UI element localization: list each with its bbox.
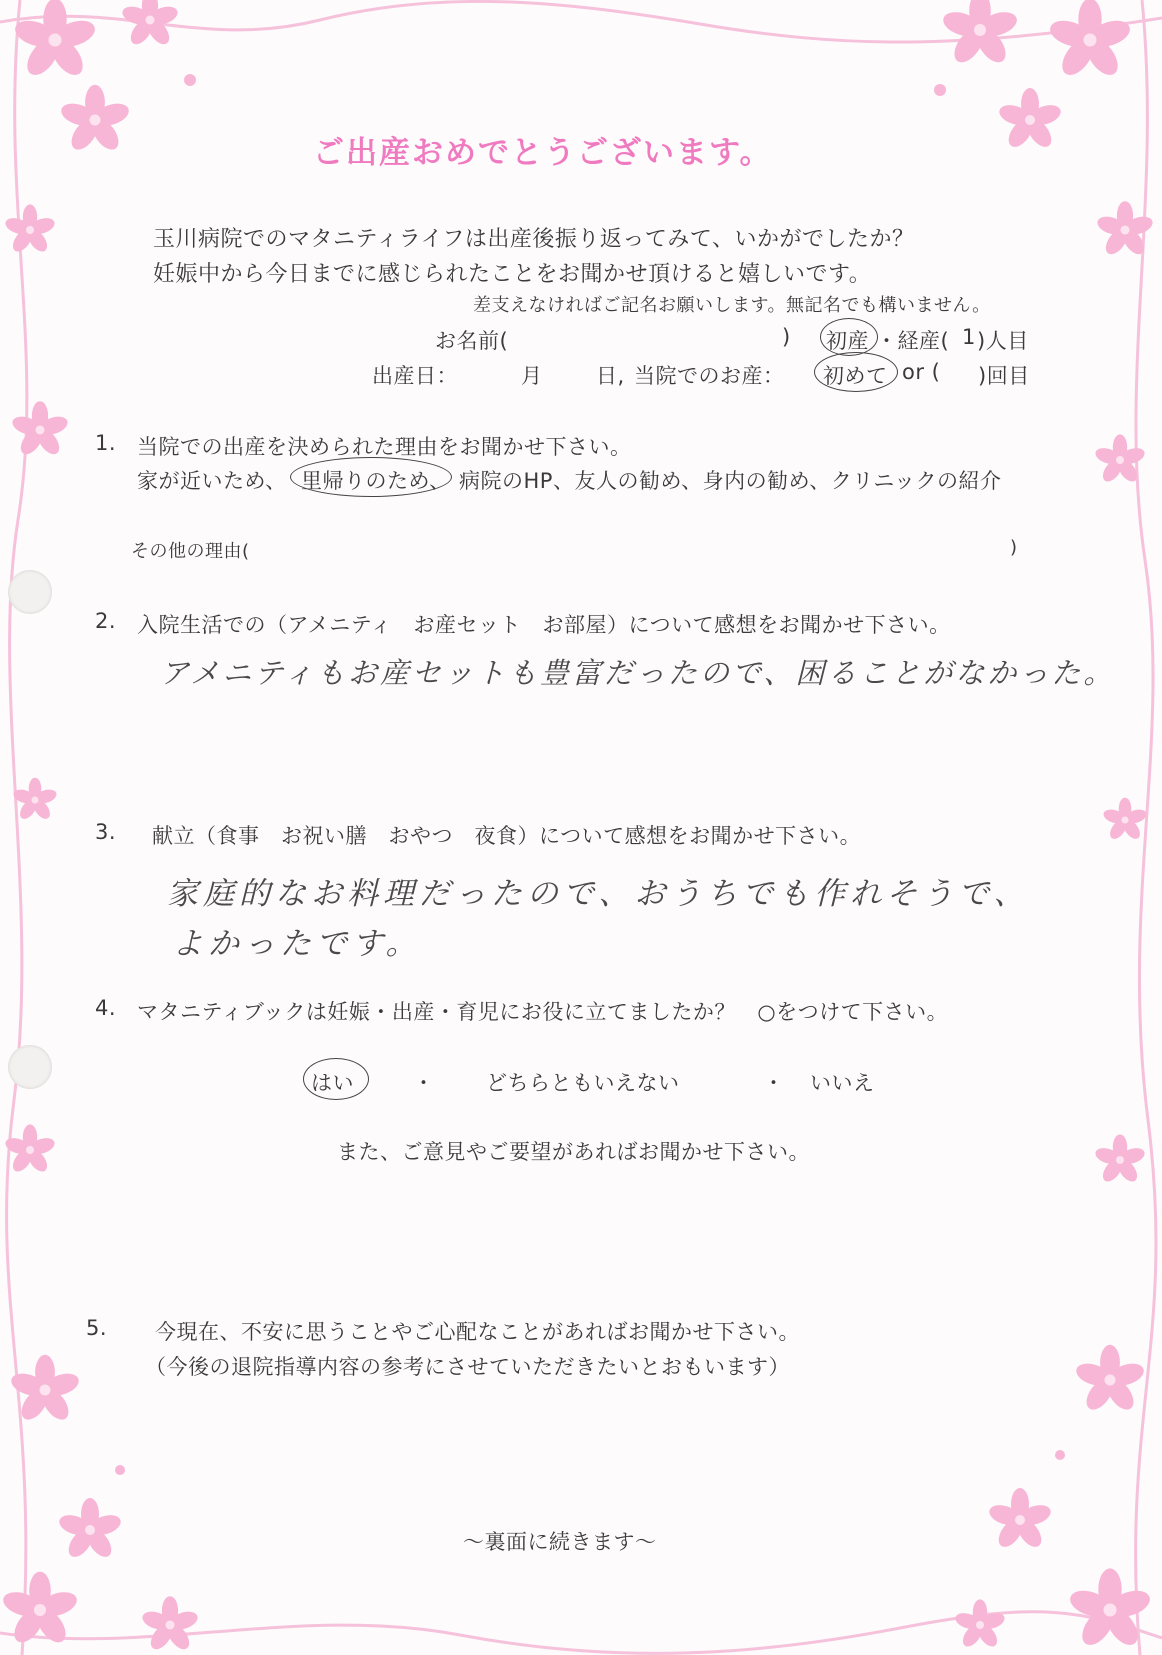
parity-sep: ・経産(: [876, 329, 950, 353]
birth-month: 月: [521, 364, 543, 388]
first-time-option[interactable]: 初めて: [823, 364, 888, 388]
parity-count: 1: [962, 325, 976, 349]
q4-dot-1: ・: [413, 1071, 435, 1095]
q4-text: マタニティブックは妊娠・出産・育児にお役に立てましたか？ ○をつけて下さい。: [137, 1000, 949, 1024]
q4-option-no[interactable]: いいえ: [810, 1071, 875, 1095]
or-label: or (: [902, 360, 941, 384]
birth-date-label: 出産日：: [372, 364, 458, 388]
q3-number: 3.: [95, 820, 117, 844]
parity-first-circle: [820, 318, 878, 356]
parity-first[interactable]: 初産: [826, 329, 869, 353]
q3-text: 献立（食事 お祝い膳 おやつ 夜食）について感想をお聞かせ下さい。: [152, 824, 862, 848]
q5-subtext: （今後の退院指導内容の参考にさせていただきたいとおもいます）: [145, 1355, 790, 1379]
punch-hole-top: [8, 570, 52, 614]
continued-note: 〜裏面に続きます〜: [463, 1530, 657, 1554]
q3-handwritten-answer-line2: よかったです。: [172, 926, 422, 962]
parity-suffix: )人目: [977, 329, 1029, 353]
name-close: ): [782, 325, 791, 349]
q4-number: 4.: [95, 996, 117, 1020]
q5-number: 5.: [86, 1316, 108, 1340]
q1-other-label: その他の理由(: [131, 541, 250, 562]
q1-other-close: ): [1010, 537, 1018, 558]
q2-text: 入院生活での（アメニティ お産セット お部屋）について感想をお聞かせ下さい。: [137, 613, 951, 637]
q4-option-neutral[interactable]: どちらともいえない: [486, 1071, 680, 1095]
q3-handwritten-answer-line1: 家庭的なお料理だったので、おうちでも作れそうで、: [167, 876, 1030, 912]
times-suffix: )回目: [978, 364, 1030, 388]
q4-followup: また、ご意見やご要望があればお聞かせ下さい。: [337, 1140, 810, 1164]
q1-options-after: 病院のHP、友人の勧め、身内の勧め、クリニックの紹介: [459, 469, 1002, 493]
anonymity-note: 差支えなければご記名お願いします。無記名でも構いません。: [473, 295, 991, 316]
first-time-circle: [814, 352, 898, 392]
q1-option-selected[interactable]: 里帰りのため、: [301, 469, 451, 493]
q1-selected-circle: [290, 457, 452, 497]
name-label: お名前(: [435, 329, 509, 353]
q4-yes-circle: [303, 1058, 369, 1100]
q2-handwritten-answer: アメニティもお産セットも豊富だったので、困ることがなかった。: [160, 656, 1116, 690]
q1-text: 当院での出産を決められた理由をお聞かせ下さい。: [137, 435, 632, 459]
q4-dot-2: ・: [763, 1071, 785, 1095]
q1-number: 1.: [95, 431, 117, 455]
q4-option-yes[interactable]: はい: [311, 1071, 354, 1095]
intro-line-2: 妊娠中から今日までに感じられたことをお聞かせ頂けると嬉しいです。: [153, 262, 872, 287]
q5-text: 今現在、不安に思うことやご心配なことがあればお聞かせ下さい。: [155, 1320, 800, 1344]
q1-options-before: 家が近いため、: [137, 469, 287, 493]
q2-number: 2.: [95, 609, 117, 633]
intro-line-1: 玉川病院でのマタニティライフは出産後振り返ってみて、いかがでしたか？: [153, 227, 915, 252]
punch-hole-bottom: [8, 1045, 52, 1089]
hospital-birth-label: 当院でのお産：: [634, 364, 785, 388]
birth-day: 日,: [596, 364, 625, 388]
page-title: ご出産おめでとうございます。: [313, 135, 773, 171]
